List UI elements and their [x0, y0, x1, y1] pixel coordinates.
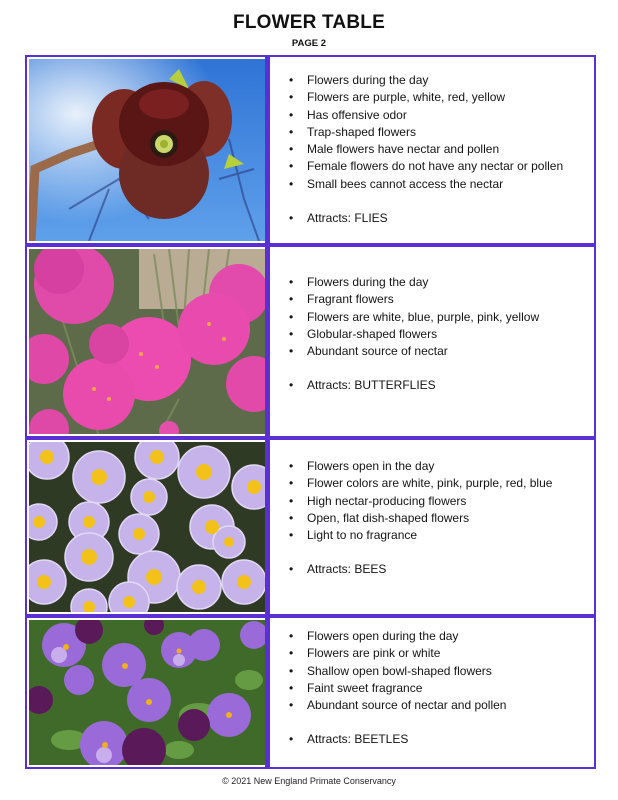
- flower-image-pawpaw: [29, 59, 265, 241]
- trait-item: • Flowers open in the day: [287, 458, 552, 475]
- trait-item: • Small bees cannot access the nectar: [287, 176, 563, 193]
- attracts-label: • Attracts: BEETLES: [287, 731, 506, 748]
- trait-item: • Male flowers have nectar and pollen: [287, 141, 563, 158]
- trait-item: • Female flowers do not have any nectar or pollen: [287, 158, 563, 175]
- flower-image-pansy: [29, 620, 265, 765]
- table-row-flies: [27, 57, 594, 243]
- trait-item: • Flowers are white, blue, purple, pink, yellow: [287, 309, 539, 326]
- trait-item: • Light to no fragrance: [287, 527, 552, 544]
- attracts-label: • Attracts: FLIES: [287, 210, 563, 227]
- trait-item: • Shallow open bowl-shaped flowers: [287, 663, 506, 680]
- attracts-label: • Attracts: BEES: [287, 561, 552, 578]
- trait-item: • Flowers are pink or white: [287, 645, 506, 662]
- flower-image-thrift: [29, 249, 265, 434]
- trait-item: • Has offensive odor: [287, 107, 563, 124]
- page-subtitle: PAGE 2: [291, 38, 327, 49]
- trait-item: • Abundant source of nectar: [287, 343, 539, 360]
- copyright-footer: © 2021 New England Primate Conservancy: [222, 776, 396, 786]
- table-row-butterflies: [27, 243, 594, 436]
- traits-cell-flies: [270, 57, 594, 243]
- trait-item: • High nectar-producing flowers: [287, 493, 552, 510]
- trait-item: • Globular-shaped flowers: [287, 326, 539, 343]
- flower-image-aster: [29, 442, 265, 612]
- trait-item: • Fragrant flowers: [287, 291, 539, 308]
- attracts-label: • Attracts: BUTTERFLIES: [287, 377, 539, 394]
- traits-cell-bees: [270, 440, 594, 614]
- trait-item: • Flowers open during the day: [287, 628, 506, 645]
- table-row-bees: [27, 436, 594, 614]
- traits-cell-beetles: [270, 618, 594, 767]
- trait-item: • Abundant source of nectar and pollen: [287, 697, 506, 714]
- flower-table: [25, 55, 596, 769]
- trait-item: • Flower colors are white, pink, purple, red, blue: [287, 475, 552, 492]
- traits-list: [287, 628, 506, 749]
- table-row-beetles: [27, 614, 594, 767]
- trait-item: • Flowers during the day: [287, 72, 563, 89]
- trait-item: • Flowers are purple, white, red, yellow: [287, 89, 563, 106]
- traits-list: [287, 274, 539, 395]
- traits-list: [287, 72, 563, 227]
- traits-list: [287, 458, 552, 579]
- trait-item: • Flowers during the day: [287, 274, 539, 291]
- page-title: FLOWER TABLE: [233, 12, 385, 33]
- trait-item: • Faint sweet fragrance: [287, 680, 506, 697]
- trait-item: • Trap-shaped flowers: [287, 124, 563, 141]
- traits-cell-butterflies: [270, 247, 594, 436]
- trait-item: • Open, flat dish-shaped flowers: [287, 510, 552, 527]
